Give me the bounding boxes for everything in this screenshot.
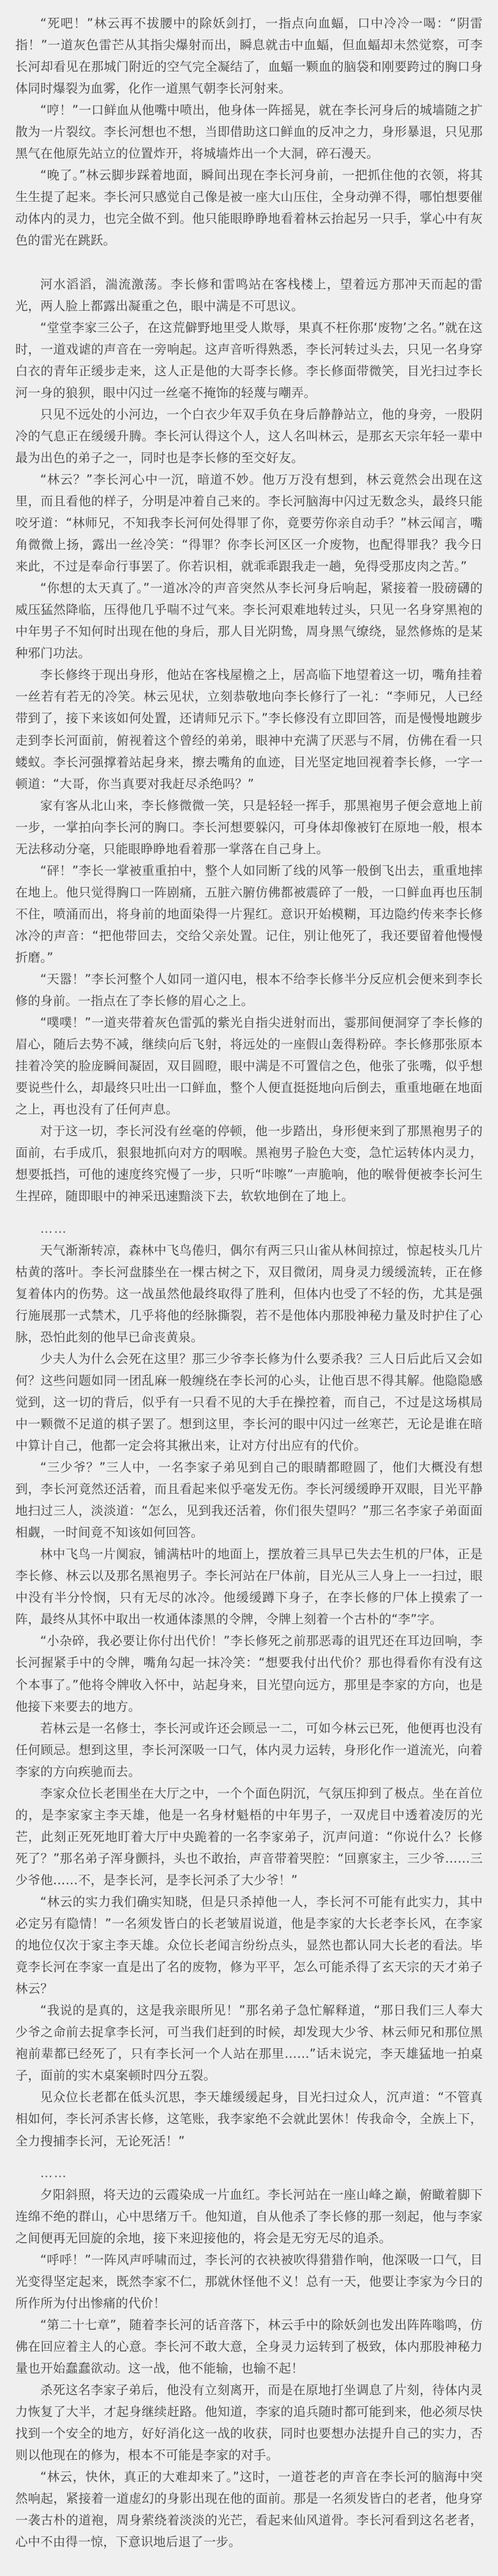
paragraph: “晚了。”林云脚步踩着地面，瞬间出现在李长河身前，一把抓住他的衣领，将其生生提了起来。李长河只感觉自己像是被一座大山压住，全身动弹不得，哪怕想要催动体内的灵力，也完全做不到。他只能眼睁睁地看着林云抬起另一只手，掌心中有灰色的雷光在跳跃。 [15, 168, 483, 248]
paragraph: “我说的是真的，这是我亲眼所见！”那名弟子急忙解释道，“那日我们三人奉大少爷之命前去捉拿李长河，可当我们赶到的时候，却发现大少爷、林云师兄和那位黑袍前辈都已经死了，只有李长河一个人站在那里……”话未说完，李天雄猛地一拍桌子，面前的实木桌案顿时四分五裂。 [15, 2003, 483, 2083]
paragraph: 只见不远处的小河边，一个白衣少年双手负在身后静静站立，他的身旁，一股阴冷的气息正在缓缓升腾。李长河认得这个人，这人名叫林云，是那玄天宗年轻一辈中最为出色的弟子之一，同时也是李长修的至交好友。 [15, 406, 483, 465]
section-separator: …… [40, 1221, 68, 1236]
paragraph: 对于这一切，李长河没有丝毫的停顿，他一步踏出，身形便来到了那黑袍男子的面前，右手成爪，狠狠地抓向对方的咽喉。黑袍男子脸色大变，急忙运转体内灵力，想要抵挡，可他的速度终究慢了一步，只听“咔嚓”一声脆响，他的喉骨便被李长河生生捏碎，随即眼中的神采迅速黯淡下去，软软地倒在了地上。 [15, 1124, 483, 1204]
paragraph: 林中飞鸟一片阒寂，铺满枯叶的地面上，摆放着三具早已失去生机的尸体，正是李长修、林云以及那名黑袍男子。李长河站在尸体前，目光从三人身上一一扫过，眼中没有半分怜悯，只有无尽的冰冷。他缓缓蹲下身子，在李长修的尸体上摸索了一阵，最终从其怀中取出一枚通体漆黑的令牌，令牌上刻着一个古朴的“李”字。 [15, 1547, 483, 1627]
paragraph: “呼呼！”一阵风声呼啸而过，李长河的衣袂被吹得猎猎作响，他深吸一口气，目光变得坚定起来，既然李家不仁，那就休怪他不义！总有一天，他要让李家为今日的所作所为付出惨痛的代价！ [15, 2252, 483, 2311]
paragraph: “你想的太天真了。”一道冰冷的声音突然从李长河身后响起，紧接着一股磅礴的威压猛然降临，压得他几乎喘不过气来。李长河艰难地转过头，只见一名身穿黑袍的中年男子不知何时出现在他的身后，那人目光阴鸷，周身黑气缭绕，显然修炼的是某种邪门功法。 [15, 581, 483, 661]
paragraph: “哼！”一口鲜血从他嘴中喷出，他身体一阵摇晃，就在李长河身后的城墙随之扩散为一片裂纹。李长河想也不想，当即借助这口鲜血的反冲之力，身形暴退，只见那黑气在他原先站立的位置炸开，将城墙炸出一个大洞，碎石漫天。 [15, 103, 483, 161]
paragraph: “堂堂李家三公子，在这荒僻野地里受人欺辱，果真不枉你那‘废物’之名。”就在这时，一道戏谑的声音在一旁响起。这声音听得熟悉，李长河转过头去，只见一名身穿白衣的青年正缓步走来，这人正是他的大哥李长修。李长修面带微笑，目光扫过李长河一身的狼狈，眼中闪过一丝毫不掩饰的轻蔑与嘲弄。 [15, 320, 483, 400]
paragraph: “林云？”李长河心中一沉，暗道不妙。他万万没有想到，林云竟然会出现在这里，而且看他的样子，分明是冲着自己来的。李长河脑海中闪过无数念头，最终只能咬牙道：“林师兄，不知我李长河何处得罪了你，竟要劳你亲自动手？”林云闻言，嘴角微微上扬，露出一丝冷笑：“得罪？你李长河区区一介废物，也配得罪我？我今日来此，不过是奉命行事罢了。你若识相，就乖乖跟我走一趟，免得受那皮肉之苦。” [15, 472, 483, 574]
paragraph: “林云，快休，真正的大难却来了。”这时，一道苍老的声音在李长河的脑海中突然响起，紧接着一道虚幻的身影出现在他的面前。那是一名须发皆白的老者，他身穿一袭古朴的道袍，周身萦绕着淡淡的光芒，看起来仙风道骨。李长河看到这名老者，心中不由得一惊，下意识地后退了一步。 [15, 2469, 483, 2550]
section-separator: …… [40, 2165, 68, 2180]
paragraph: 河水滔滔，湍流激荡。李长修和雷鸣站在客栈楼上，望着远方那冲天而起的雷光，两人脸上都露出凝重之色，眼中满是不可思议。 [15, 276, 483, 313]
paragraph: 若林云是一名修士，李长河或许还会顾忌一二，可如今林云已死，他便再也没有任何顾忌。想到这里，李长河深吸一口气，体内灵力运转，身形化作一道流光，向着李家的方向疾驰而去。 [15, 1720, 483, 1779]
paragraph: 李家众位长老围坐在大厅之中，一个个面色阴沉，气氛压抑到了极点。坐在首位的，是李家家主李天雄，他是一名身材魁梧的中年男子，一双虎目中透着凌厉的光芒，此刻正死死地盯着大厅中央跪着的一名李家弟子，沉声问道：“你说什么？长修死了？”那名弟子浑身颤抖，头也不敢抬，声音带着哭腔：“回禀家主，三少爷……三少爷他……不，是李长河，是李长河杀了大少爷！” [15, 1785, 483, 1887]
paragraph: 天气渐渐转凉，森林中飞鸟倦归，偶尔有两三只山雀从林间掠过，惊起枝头几片枯黄的落叶。李长河盘膝坐在一棵古树之下，双目微闭，周身灵力缓缓流转，正在修复着体内的伤势。这一战虽然他最终取得了胜利，但体内也受了不轻的伤，尤其是强行施展那一式禁术，几乎将他的经脉撕裂，若不是他体内那股神秘力量及时护住了心脉，恐怕此刻的他早已命丧黄泉。 [15, 1242, 483, 1344]
paragraph: “林云的实力我们确实知晓，但是只杀掉他一人，李长河不可能有此实力，其中必定另有隐情！”一名须发皆白的长老皱眉说道，他是李家的大长老李长风，在李家的地位仅次于家主李天雄。众位长老闻言纷纷点头，显然也都认同大长老的看法。毕竟李长河在李家一直是出了名的废物，修为平平，怎么可能杀得了玄天宗的天才弟子林云？ [15, 1894, 483, 1997]
paragraph: 李长修终于现出身形，他站在客栈屋檐之上，居高临下地望着这一切，嘴角挂着一丝若有若无的冷笑。林云见状，立刻恭敬地向李长修行了一礼：“李师兄，人已经带到了，接下来该如何处置，还请师兄示下。”李长修没有立即回答，而是慢慢地踱步走到李长河面前，俯视着这个曾经的弟弟，眼神中充满了厌恶与不屑，仿佛在看一只蝼蚁。李长河强撑着站起身来，擦去嘴角的血迹，目光坚定地回视着李长修，一字一顿道：“大哥，你当真要对我赶尽杀绝吗？” [15, 667, 483, 791]
paragraph: “第二十七章”，随着李长河的话音落下，林云手中的除妖剑也发出阵阵嗡鸣，仿佛在回应着主人的心意。李长河不敢大意，全身灵力运转到了极致，体内那股神秘力量也开始蠢蠢欲动。这一战，他不能输，也输不起！ [15, 2317, 483, 2376]
paragraph: 杀死这名李家子弟后，他没有立刻离开，而是在原地打坐调息了片刻，待体内灵力恢复了大半，才起身继续赶路。他知道，李家的追兵随时都可能到来，他必须尽快找到一个安全的地方，好好消化这一战的收获，同时也要想办法提升自己的实力，否则以他现在的修为，根本不可能是李家的对手。 [15, 2383, 483, 2463]
paragraph-gap [15, 252, 483, 274]
paragraph: “三少爷？”三人中，一名李家子弟见到自己的眼睛都瞪圆了，他们大概没有想到，李长河竟然还活着，而且看起来似乎毫发无伤。李长河缓缓睁开双眼，目光平静地扫过三人，淡淡道：“怎么，见到我还活着，你们很失望吗？”那三名李家子弟面面相觑，一时间竟不知该如何回答。 [15, 1460, 483, 1540]
paragraph: “砰！”李长一掌被重重拍中，整个人如同断了线的风筝一般倒飞出去，重重地摔在地上。他只觉得胸口一阵剧痛，五脏六腑仿佛都被震碎了一般，一口鲜血再也压制不住，喷涌而出，将身前的地面染得一片猩红。意识开始模糊，耳边隐约传来李长修冰冷的声音：“把他带回去，交给父亲处置。记住，别让他死了，我还要留着他慢慢折磨。” [15, 863, 483, 965]
paragraph: “死吧！”林云再不拔腰中的除妖剑打，一指点向血蝠，口中冷冷一喝：“阴雷指！”一道灰色雷芒从其指尖爆射而出，瞬息就击中血蝠，但血蝠却未然觉察，可李长河却看见在那城门附近的空气完全凝结了，血蝠一颗血的脑袋和刚要跨过的胸口身体同时爆裂为血雾，化作一道黑气朝李长河射来。 [15, 16, 483, 96]
paragraph: 见众位长老都在低头沉思，李天雄缓缓起身，目光扫过众人，沉声道：“不管真相如何，李长河杀害长修，这笔账，我李家绝不会就此罢休！传我命令，全族上下，全力搜捕李长河，无论死活！” [15, 2090, 483, 2148]
paragraph: “小杂碎，我必要让你付出代价！”李长修死之前那恶毒的诅咒还在耳边回响，李长河握紧手中的令牌，嘴角勾起一抹冷笑：“想要我付出代价？那也得看你有没有这个本事了。”他将令牌收入怀中，站起身来，目光望向远方，那里是李家的方向，也是他接下来要去的地方。 [15, 1634, 483, 1714]
paragraph: “天嚣！”李长河整个人如同一道闪电，根本不给李长修半分反应机会便来到李长修的身前。一指点在了李长修的眉心之上。 [15, 972, 483, 1009]
paragraph: 家有客从北山来，李长修微微一笑，只是轻轻一挥手，那黑袍男子便会意地上前一步，一掌拍向李长河的胸口。李长河想要躲闪，可身体却像被钉在原地一般，根本无法移动分毫，只能眼睁睁地看着那一掌落在自己身上。 [15, 798, 483, 856]
paragraph: “噗噗！”一道夹带着灰色雷弧的紫光自指尖迸射而出，霎那间便洞穿了李长修的眉心，随后去势不减，继续向后飞射，将远处的一座假山轰得粉碎。李长修那张原本挂着冷笑的脸庞瞬间凝固，双目圆瞪，眼中满是不可置信之色，他张了张嘴，似乎想要说些什么，却最终只吐出一口鲜血，整个人便直挺挺地向后倒去，重重地砸在地面之上，再也没有了任何声息。 [15, 1015, 483, 1117]
paragraph: 夕阳斜照，将天边的云霞染成一片血红。李长河站在一座山峰之巅，俯瞰着脚下连绵不绝的群山，心中思绪万千。他知道，自从他杀了李长修的那一刻起，他与李家之间便再无回旋的余地，接下来迎接他的，将会是无穷无尽的追杀。 [15, 2187, 483, 2245]
paragraph: 少夫人为什么会死在这里？那三少爷李长修为什么要杀我？三人日后此后又会如何？这些问题如同一团乱麻一般缠绕在李长河的心头，让他百思不得其解。他隐隐感觉到，这一切的背后，似乎有一只看不见的大手在操控着，而自己，不过是这场棋局中一颗微不足道的棋子罢了。想到这里，李长河的眼中闪过一丝寒芒，无论是谁在暗中算计自己，他都一定会将其揪出来，让对方付出应有的代价。 [15, 1351, 483, 1453]
